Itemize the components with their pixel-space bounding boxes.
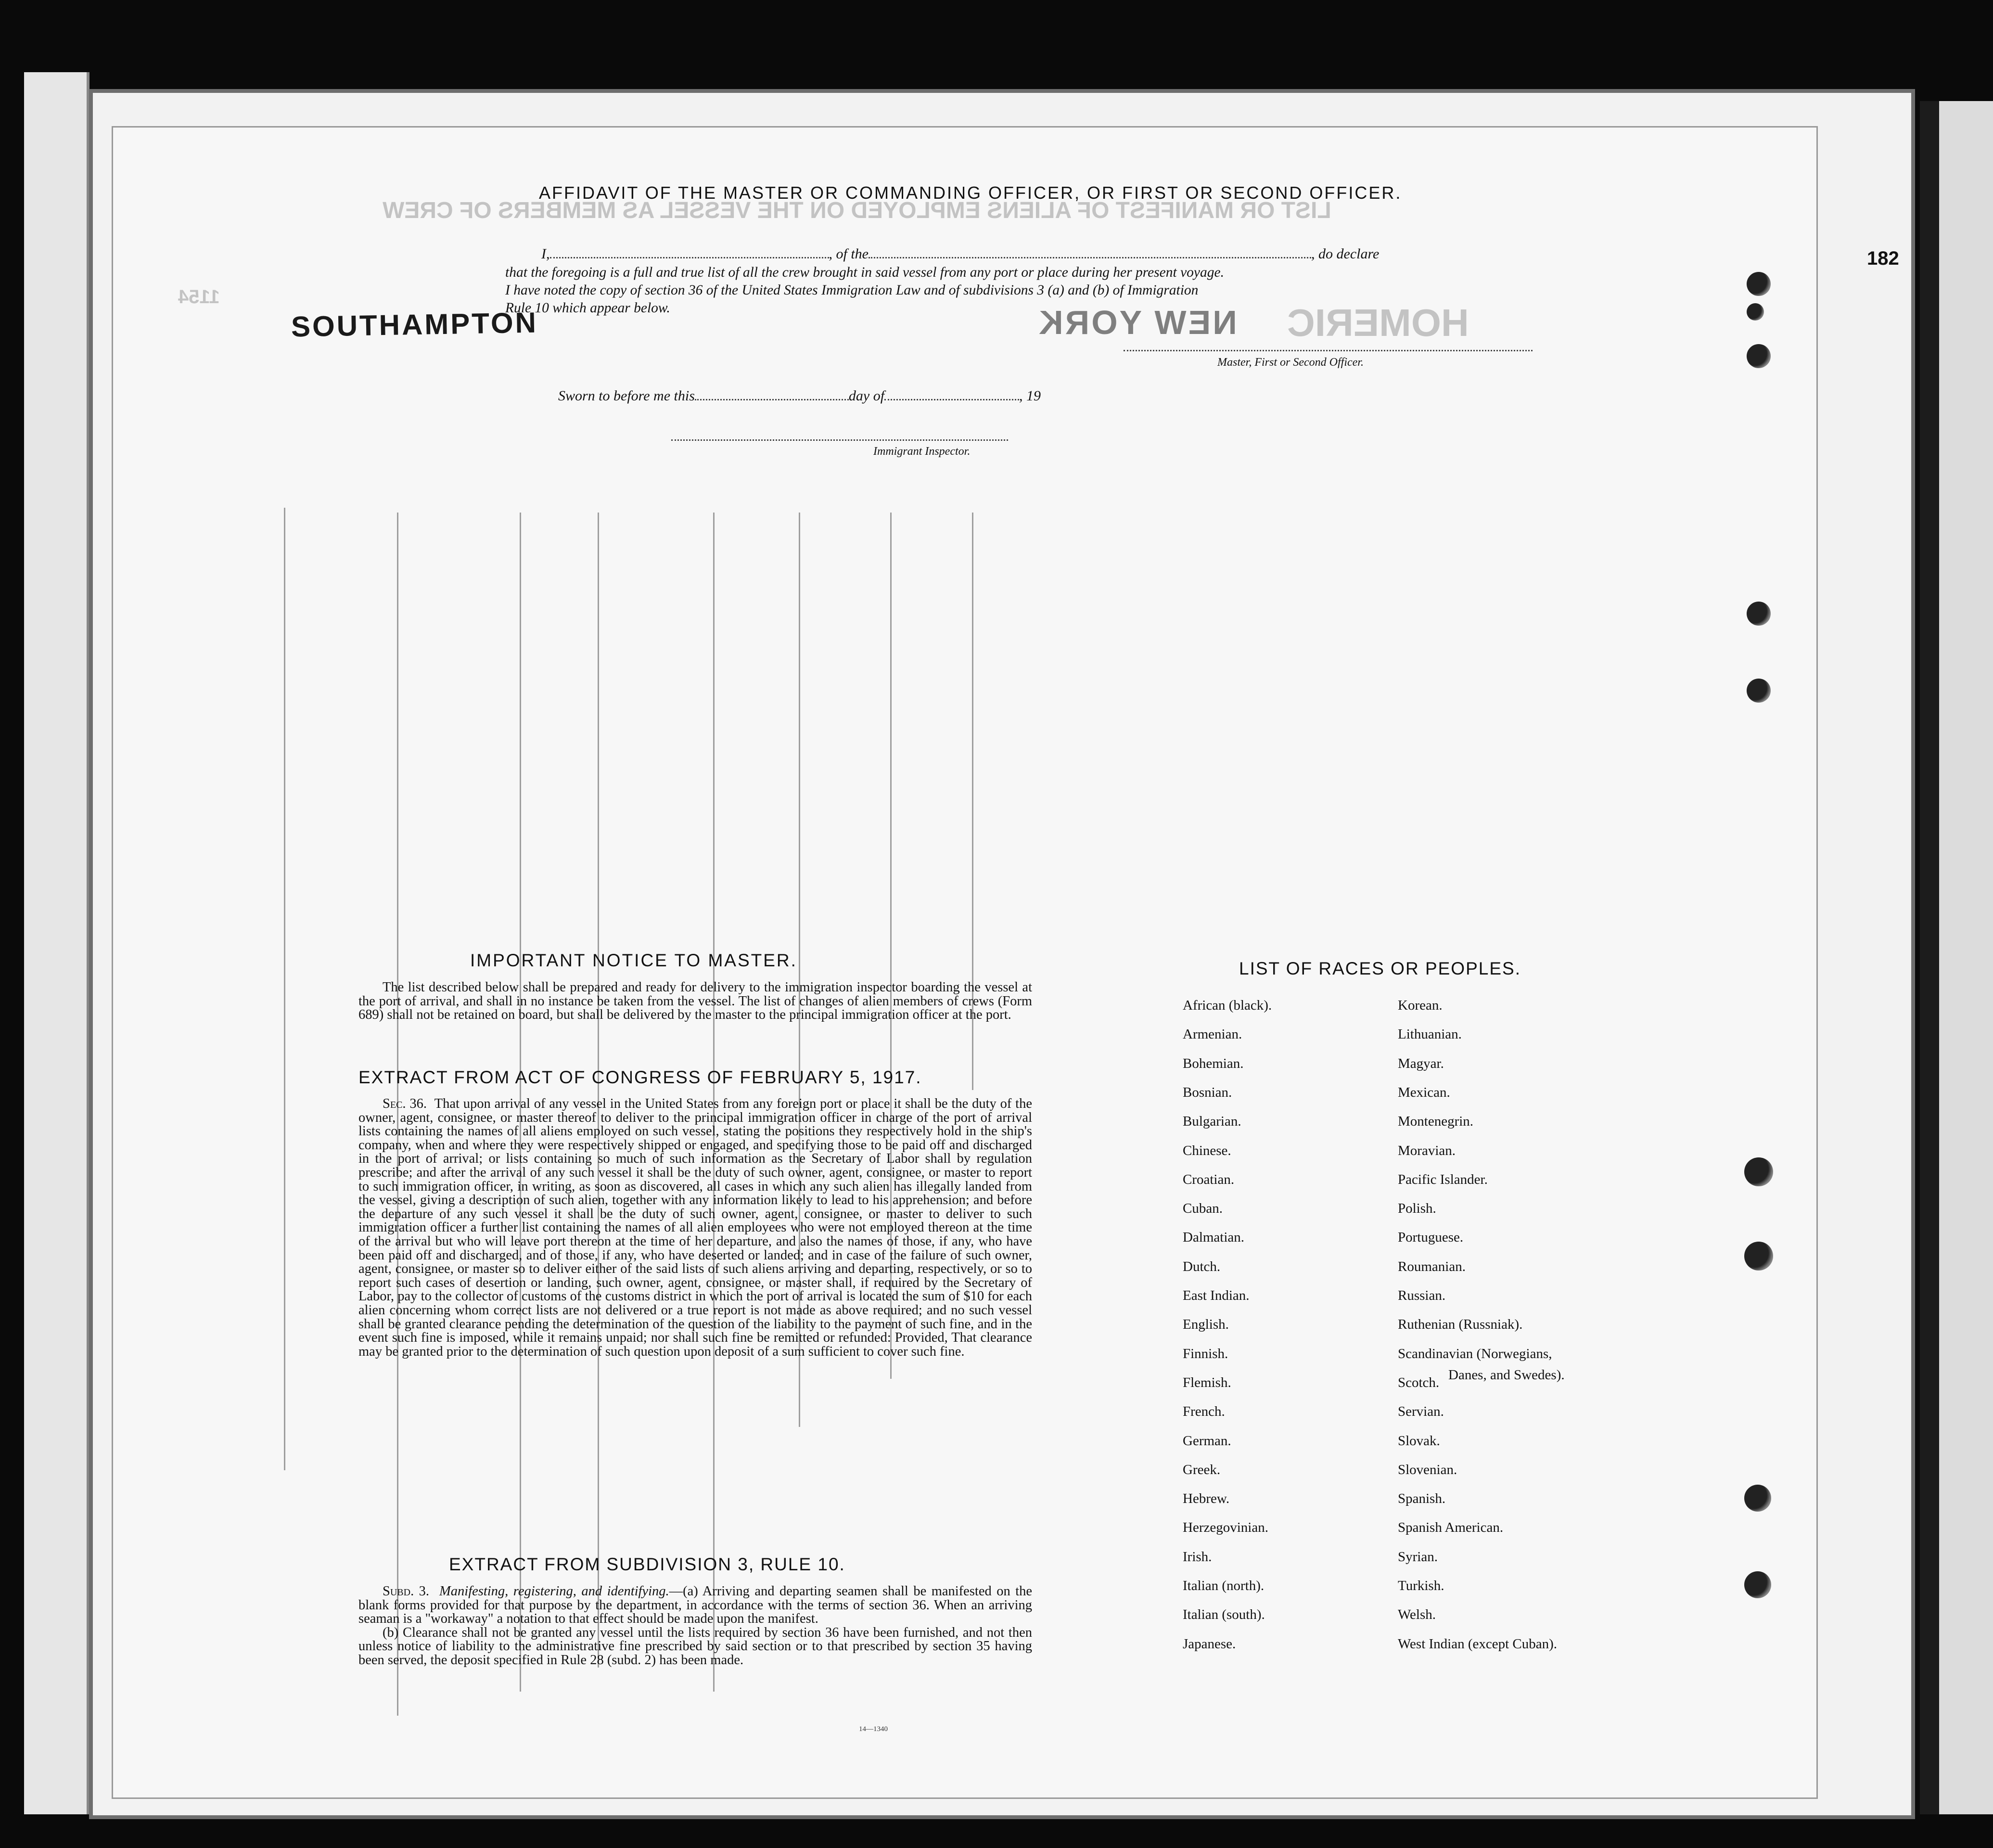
subd-label: Subd. 3. bbox=[383, 1584, 430, 1599]
race-item: East Indian. bbox=[1183, 1288, 1250, 1303]
race-item: Roumanian. bbox=[1398, 1258, 1466, 1274]
notice-title: IMPORTANT NOTICE TO MASTER. bbox=[470, 950, 797, 970]
ghost-header: LIST OR MANIFEST OF ALIENS EMPLOYED ON THE VESSEL AS MEMBERS OF CREW bbox=[383, 198, 1331, 223]
affidavit-declare-label: , do declare bbox=[1311, 246, 1380, 262]
punch-hole bbox=[1747, 344, 1771, 368]
punch-hole bbox=[1747, 303, 1764, 321]
race-item: Irish. bbox=[1183, 1549, 1212, 1565]
southampton-stamp: SOUTHAMPTON bbox=[291, 306, 538, 343]
punch-hole bbox=[1744, 1157, 1773, 1186]
punch-hole bbox=[1747, 602, 1771, 626]
race-item: Greek. bbox=[1183, 1462, 1221, 1477]
race-item: Chinese. bbox=[1183, 1142, 1231, 1158]
race-item: Japanese. bbox=[1183, 1636, 1236, 1652]
notice-body bbox=[358, 981, 1032, 1022]
race-item: Bosnian. bbox=[1183, 1084, 1232, 1100]
race-item: Mexican. bbox=[1398, 1084, 1450, 1100]
affidavit-i-label: I, bbox=[541, 246, 550, 262]
punch-hole bbox=[1744, 1485, 1771, 1512]
race-item: German. bbox=[1183, 1433, 1231, 1449]
affidavit-line-2: that the foregoing is a full and true list of all the crew brought in said vessel from any port or place during her present voyage. bbox=[505, 265, 1224, 280]
document-sheet bbox=[113, 128, 1899, 1797]
rule-para-a: —(a) Arriving and departing seamen shall be manifested on the blank forms provided for that purpose by the department, in accordance with the terms of section 36. When an arriving seaman is a "workaway" a notation to that effect should be made upon the manifest. bbox=[358, 1584, 1033, 1627]
inspector-label: Immigrant Inspector. bbox=[873, 445, 971, 458]
race-item: Lithuanian. bbox=[1398, 1027, 1462, 1042]
race-item: Italian (south). bbox=[1183, 1607, 1265, 1623]
race-item: Finnish. bbox=[1183, 1346, 1228, 1361]
affidavit-title: AFFIDAVIT OF THE MASTER OR COMMANDING OFFICER, OR FIRST OR SECOND OFFICER. bbox=[539, 183, 1402, 203]
race-item: Turkish. bbox=[1398, 1578, 1444, 1593]
extract-act-body bbox=[358, 1097, 1032, 1359]
race-item: Welsh. bbox=[1398, 1607, 1436, 1623]
extract-act-title: EXTRACT FROM ACT OF CONGRESS OF FEBRUARY 5, 1917. bbox=[358, 1067, 922, 1087]
race-item: Pacific Islander. bbox=[1398, 1171, 1488, 1187]
page-number: 182 bbox=[1867, 248, 1899, 269]
race-item: Herzegovinian. bbox=[1183, 1520, 1268, 1536]
race-item: Moravian. bbox=[1398, 1142, 1456, 1158]
year-label: , 19 bbox=[1019, 388, 1041, 404]
race-item: Ruthenian (Russniak). bbox=[1398, 1317, 1523, 1333]
master-signature-line bbox=[1124, 350, 1533, 351]
race-item: Montenegrin. bbox=[1398, 1114, 1474, 1129]
ghost-ship-name: HOMERIC bbox=[1287, 301, 1469, 344]
affidavit-of-the-label: , of the bbox=[829, 246, 869, 262]
race-item: African (black). bbox=[1183, 998, 1272, 1013]
race-item: Spanish American. bbox=[1398, 1520, 1504, 1536]
punch-hole bbox=[1744, 1242, 1773, 1270]
race-item: Slovenian. bbox=[1398, 1462, 1457, 1477]
affidavit-line-4: Rule 10 which appear below. bbox=[505, 300, 670, 316]
race-item: Servian. bbox=[1398, 1404, 1444, 1420]
races-title: LIST OF RACES OR PEOPLES. bbox=[1239, 959, 1521, 978]
race-item: Armenian. bbox=[1183, 1027, 1242, 1042]
affidavit-line-3: I have noted the copy of section 36 of the United States Immigration Law and of subdivisions 3 (a) and (b) of Immigration bbox=[505, 282, 1199, 298]
master-signature-label: Master, First or Second Officer. bbox=[1217, 356, 1364, 369]
sworn-label: Sworn to before me this bbox=[558, 388, 695, 404]
race-item: Dutch. bbox=[1183, 1258, 1221, 1274]
section-label: Sec. 36. bbox=[383, 1096, 427, 1111]
race-item: Korean. bbox=[1398, 998, 1443, 1013]
race-item: Scandinavian (Norwegians, bbox=[1398, 1346, 1552, 1361]
race-item: Bulgarian. bbox=[1183, 1114, 1241, 1129]
punch-hole bbox=[1747, 679, 1771, 703]
race-item: Magyar. bbox=[1398, 1055, 1444, 1071]
race-item: Hebrew. bbox=[1183, 1491, 1230, 1507]
race-item: Syrian. bbox=[1398, 1549, 1438, 1565]
notice-text: The list described below shall be prepared and ready for delivery to the immigration inspector boarding the vessel at the port of arrival, and shall in no instance be taken from the vessel. The list of changes of alien members of crews (Form 689) shall not be retained on board, but shall be delivered by the master to the principal immigration officer at the port. bbox=[358, 980, 1032, 1023]
ghost-column-line bbox=[598, 513, 599, 1668]
race-item: Cuban. bbox=[1183, 1201, 1223, 1217]
race-item: French. bbox=[1183, 1404, 1225, 1420]
rule-para-b: (b) Clearance shall not be granted any vessel until the lists required by section 36 have been furnished, and not then unless notice of liability to the administrative fine prescribed by said section or to that prescribed by section 35 having been served, the deposit specified in Rule 28 (subd. 2) has been made. bbox=[358, 1625, 1032, 1668]
race-scandinavian-cont: Danes, and Swedes). bbox=[1448, 1367, 1565, 1383]
affidavit-line-1 bbox=[541, 245, 1379, 262]
race-item: Spanish. bbox=[1398, 1491, 1446, 1507]
form-number: 14—1340 bbox=[859, 1725, 888, 1733]
ghost-page-ref: 1154 bbox=[178, 286, 220, 308]
section-36-text: That upon arrival of any vessel in the United States from any foreign port or place it shall be the duty of the owner, agent, consignee, or master thereof to deliver to the principal immigration officer in charge of the port of arrival lists containing the names of all aliens employed on such vessel, stating the positions they respectively hold in the ship's company, when and where they were respectively shipped or engaged, and specifying those to be paid off and discharged in the port of arrival; or lists containing so much of such information as the Secretary of Labor shall by regulation prescribe; and after the arrival of any such vessel it shall be the duty of such owner, agent, consignee, or master to report to such immigration officer, in writing, as soon as discovered, all cases in which any such alien has illegally landed from the vessel, giving a description of such alien, together with any information likely to lead to his apprehension; and before the departure of any such vessel it shall be the duty of such owner, agent, consignee, or master to deliver to such immigration officer a further list containing the names of all alien employees who were not employed thereon at the time of the arrival but who will leave port thereon at the time of her departure, and also the names of those, if any, who have been paid off and discharged, and of those, if any, who have deserted or landed; and in case of the failure of such owner, agent, consignee, or master so to deliver either of the said lists of such aliens arriving and departing, respectively, or so to report such cases of desertion or landing, such owner, agent, consignee, or master shall, if required by the Secretary of Labor, pay to the collector of customs of the customs district in which the port of arrival is located the sum of $10 for each alien concerning whom correct lists are not delivered or a true report is not made as above required; and no such vessel shall be granted clearance pending the determination of the question of the liability to the payment of such fine, and in the event such fine is imposed, while it remains unpaid; nor shall such fine be remitted or refunded: Provided, That clearance may be granted prior to the determination of such question upon deposit of a sum sufficient to cover such fine. bbox=[358, 1096, 1032, 1359]
day-of-label: day of bbox=[848, 388, 885, 404]
new-york-stamp: NEW YORK bbox=[1037, 304, 1237, 341]
race-item: Dalmatian. bbox=[1183, 1230, 1245, 1245]
extract-rule-title: EXTRACT FROM SUBDIVISION 3, RULE 10. bbox=[449, 1554, 845, 1574]
race-item: English. bbox=[1183, 1317, 1229, 1333]
race-item: Italian (north). bbox=[1183, 1578, 1265, 1593]
race-item: West Indian (except Cuban). bbox=[1398, 1636, 1558, 1652]
race-item: Bohemian. bbox=[1183, 1055, 1244, 1071]
extract-rule-body bbox=[358, 1585, 1032, 1668]
punch-hole bbox=[1747, 272, 1771, 296]
right-binding-strip bbox=[1920, 101, 1939, 1814]
race-item: Scotch. bbox=[1398, 1374, 1440, 1390]
subd-heading: Manifesting, registering, and identifying. bbox=[439, 1584, 669, 1599]
ghost-column-line bbox=[284, 508, 285, 1470]
race-item: Croatian. bbox=[1183, 1171, 1235, 1187]
race-item: Polish. bbox=[1398, 1201, 1436, 1217]
left-page-edge bbox=[24, 72, 89, 1814]
race-item: Flemish. bbox=[1183, 1374, 1231, 1390]
race-item: Russian. bbox=[1398, 1288, 1446, 1303]
race-item: Portuguese. bbox=[1398, 1230, 1464, 1245]
inspector-signature-line bbox=[671, 439, 1008, 441]
race-item: Slovak. bbox=[1398, 1433, 1440, 1449]
sworn-line bbox=[558, 387, 1041, 404]
punch-hole bbox=[1744, 1571, 1771, 1598]
